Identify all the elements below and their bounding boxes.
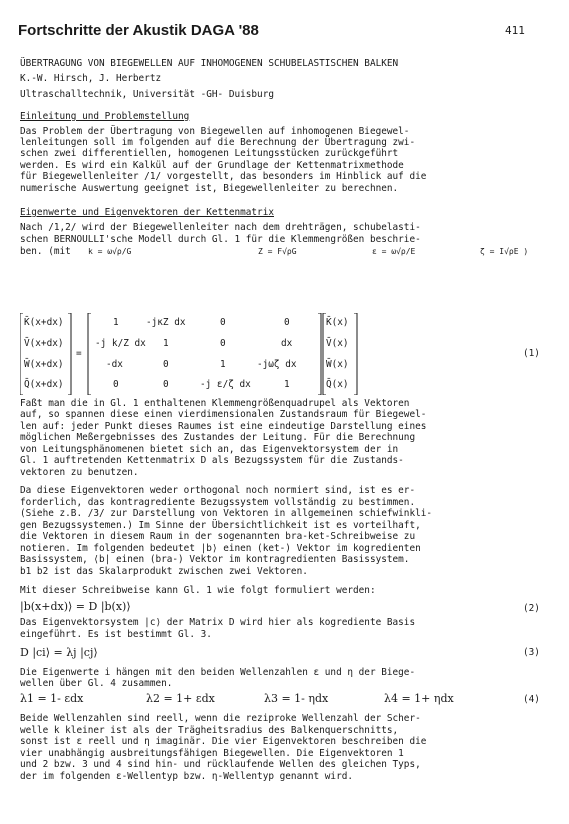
para5-line: wellen über Gl. 4 zusammen. [20,678,173,689]
journal-header: Fortschritte der Akustik DAGA '88 [18,22,259,39]
para2-line: die Vektoren in diesem Raum in der sogenannten bra-ket-Schreibweise zu [20,531,416,542]
definition-zeta: ζ = I√ρE ) [480,247,529,256]
lhs-k: K̄(x+dx) [24,317,64,328]
para3-line: Mit dieser Schreibweise kann Gl. 1 wie folgt formuliert werden: [20,585,376,596]
definition-k: k = ω√ρ/G [88,247,132,256]
para1-line: len auf: jeder Punkt dieses Raumes ist eine eindeutige Darstellung eines [20,421,427,432]
equation-4-lambda1: λ1 = 1- εdx [20,692,84,705]
eigen-intro-line: ben. (mit [20,246,71,257]
matrix-cell: -j ε/ζ dx [200,379,251,390]
para2-line: Da diese Eigenvektoren weder orthogonal noch normiert sind, ist es er- [20,485,416,496]
matrix-cell: -dx [106,359,123,370]
eigen-intro-line: Nach /1,2/ wird der Biegewellenleiter nach dem drehträgen, schubelasti- [20,222,421,233]
equation-label-3: (3) [523,647,540,658]
matrix-equation-1 [20,313,560,395]
rhs-k: K̄(x) [326,317,349,328]
lhs-w: W̄(x+dx) [24,359,64,370]
rhs-v: V̄(x) [326,338,349,349]
para6-line: und 2 bzw. 3 und 4 sind hin- und rücklaufende Wellen des gleichen Typs, [20,759,421,770]
lhs-v: V̄(x+dx) [24,338,64,349]
matrix-equals: = [76,348,82,359]
equation-4-lambda2: λ2 = 1+ εdx [146,692,215,705]
matrix-cell: -jκZ dx [146,317,186,328]
matrix-brackets [20,313,560,395]
equation-4-lambda3: λ3 = 1- ηdx [264,692,329,705]
section-heading-intro: Einleitung und Problemstellung [20,111,190,122]
matrix-cell: 1 [220,359,226,370]
intro-line: numerische Auswertung geeignet ist, Biegewellenleiter zu berechnen. [20,183,399,194]
para1-line: möglichen Meßergebnisses des Zustandes der Leitung. Für die Berechnung [20,432,416,443]
intro-line: werden. Es wird ein Kalkül auf der Grundlage der Kettenmatrixmethode [20,160,404,171]
para6-line: welle k kleiner ist als der Trägheitsradius des Balkenquerschnitts, [20,725,399,736]
page-number: 411 [505,24,525,37]
paper-authors: K.-W. Hirsch, J. Herbertz [20,73,162,84]
para1-line: von Leitungsphänomenen bietet sich an, das Eigenvektorsystem der in [20,444,399,455]
para6-line: sonst ist ε reell und η imaginär. Die vier Eigenvektoren beschreiben die [20,736,427,747]
para1-line: Faßt man die in Gl. 1 enthaltenen Klemmengrößenquadrupel als Vektoren [20,398,410,409]
para5-line: Die Eigenwerte i hängen mit den beiden Wellenzahlen ε und η der Biege- [20,667,416,678]
eigen-intro-line: schen BERNOULLI'sche Modell durch Gl. 1 für die Klemmengrößen beschrie- [20,234,421,245]
equation-3: D |ci⟩ = λj |cj⟩ [20,646,98,659]
para4-line: Das Eigenvektorsystem |c⟩ der Matrix D wird hier als kogrediente Basis [20,617,416,628]
para1-line: Gl. 1 auftretenden Kettenmatrix D als Bezugssystem für die Zustands- [20,455,404,466]
intro-line: lenleitungen soll im folgenden auf die Berechnung der Übertragung zwi- [20,137,416,148]
para4-line: eingeführt. Es ist bestimmt Gl. 3. [20,629,212,640]
definition-z: Z = F√ρG [258,247,297,256]
matrix-cell: -j k/Z dx [95,338,146,349]
lhs-q: Q̄(x+dx) [24,379,64,390]
para2-line: b1 b2 ist das Skalarprodukt zwischen zwei Vektoren. [20,566,308,577]
paper-title: ÜBERTRAGUNG VON BIEGEWELLEN AUF INHOMOGENEN SCHUBELASTISCHEN BALKEN [20,58,399,69]
rhs-w: W̄(x) [326,359,349,370]
para2-line: Basissystem, ⟨b| einen (bra-) Vektor im kontragredienten Basissystem. [20,554,410,565]
equation-label-1: (1) [523,348,540,359]
para1-line: vektoren zu benutzen. [20,467,139,478]
intro-line: schen zwei differentiellen, homogenen Leitungsstücken zurückgeführt [20,148,399,159]
paper-affiliation: Ultraschalltechnik, Universität -GH- Duisburg [20,89,274,100]
para6-line: der im folgenden ε-Wellentyp bzw. η-Wellentyp genannt wird. [20,771,354,782]
matrix-cell: -jωζ dx [257,359,297,370]
para6-line: vier unabhängig ausbreitungsfähigen Biegewellen. Die Eigenvektoren 1 [20,748,404,759]
equation-4-lambda4: λ4 = 1+ ηdx [384,692,454,705]
matrix-cell: 0 [284,317,290,328]
matrix-cell: 1 [284,379,290,390]
matrix-cell: 0 [220,338,226,349]
intro-line: für Biegewellenleiter /1/ vorgestellt, das besonders im Hinblick auf die [20,171,427,182]
matrix-cell: 0 [163,359,169,370]
section-heading-eigen: Eigenwerte und Eigenvektoren der Kettenmatrix [20,207,274,218]
matrix-cell: 1 [163,338,169,349]
para2-line: (Siehe z.B. /3/ zur Darstellung von Vektoren in allgemeinen schiefwinkli- [20,508,433,519]
matrix-cell: dx [281,338,293,349]
definition-epsilon: ε = ω√ρ/E [372,247,416,256]
equation-2: |b(x+dx)⟩ = D |b(x)⟩ [20,600,131,613]
para1-line: auf, so spannen diese einen vierdimensionalen Zustandsraum für Biegewel- [20,409,427,420]
intro-line: Das Problem der Übertragung von Biegewellen auf inhomogenen Biegewel- [20,126,410,137]
equation-label-2: (2) [523,603,540,614]
para6-line: Beide Wellenzahlen sind reell, wenn die reziproke Wellenzahl der Scher- [20,713,421,724]
matrix-cell: 0 [163,379,169,390]
para2-line: notieren. Im folgenden bedeutet |b⟩ einen (ket-) Vektor im kogredienten [20,543,421,554]
matrix-cell: 0 [220,317,226,328]
equation-label-4: (4) [523,694,540,705]
matrix-cell: 0 [113,379,119,390]
rhs-q: Q̄(x) [326,379,349,390]
para2-line: gen Bezugssystemen.) Im Sinne der Übersichtlichkeit ist es vorteilhaft, [20,520,421,531]
matrix-cell: 1 [113,317,119,328]
para2-line: forderlich, das kontragrediente Bezugssystem vollständig zu bestimmen. [20,497,416,508]
